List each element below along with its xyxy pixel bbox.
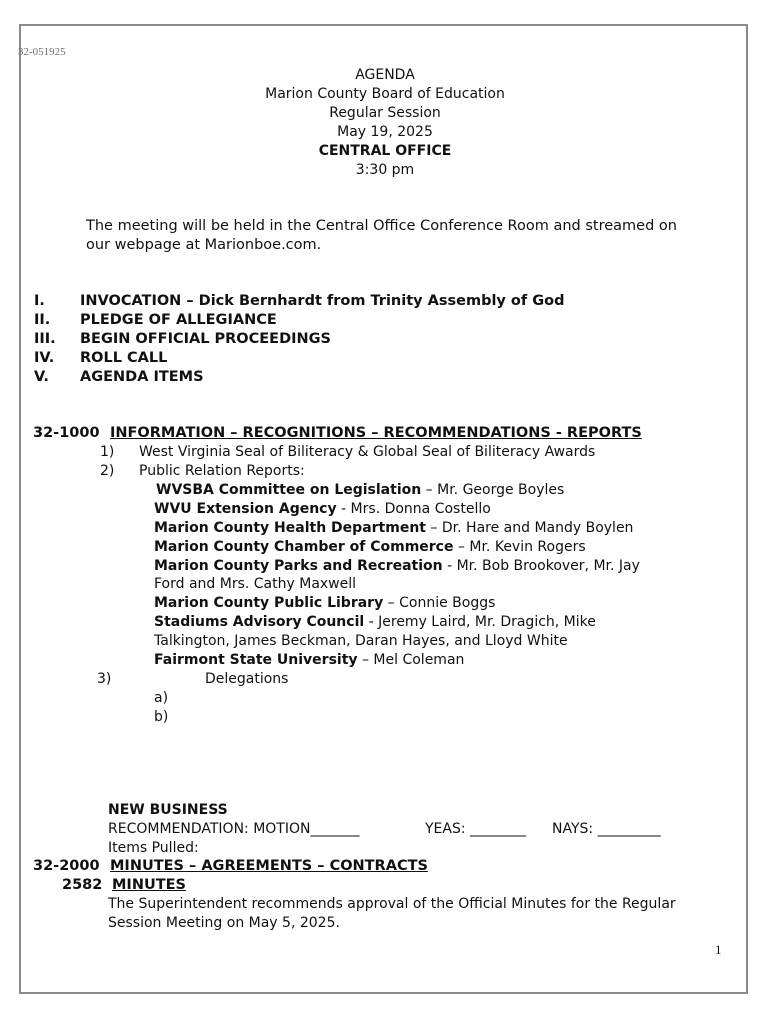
outline-item xyxy=(34,368,204,387)
subsection-title: MINUTES xyxy=(112,877,186,893)
items-pulled-label: Items Pulled: xyxy=(108,840,199,856)
report-org: Marion County Public Library xyxy=(154,595,384,611)
item-number: 3) xyxy=(97,671,112,687)
report-org: Marion County Health Department xyxy=(154,520,426,536)
section-number: 32-1000 xyxy=(33,425,100,441)
report-presenter: - Jeremy Laird, Mr. Dragich, Mike xyxy=(364,614,596,630)
session-type: Regular Session xyxy=(329,105,441,121)
item-number: 1) xyxy=(100,444,115,460)
meeting-time: 3:30 pm xyxy=(355,162,415,178)
item-text: West Virginia Seal of Biliteracy & Global Seal of Biliteracy Awards xyxy=(139,444,596,460)
minutes-text-line-1: The Superintendent recommends approval of the Official Minutes for the Regular xyxy=(108,896,676,912)
agenda-heading: AGENDA xyxy=(355,67,415,83)
report-line xyxy=(154,519,633,538)
report-org: Fairmont State University xyxy=(154,652,358,668)
subsection-number: 2582 xyxy=(62,877,103,893)
item-text: Delegations xyxy=(205,671,289,687)
report-presenter: – Mr. George Boyles xyxy=(421,482,565,498)
meeting-date: May 19, 2025 xyxy=(337,124,433,140)
report-line xyxy=(154,613,596,632)
section-title: INFORMATION – RECOGNITIONS – RECOMMENDATIONS - REPORTS xyxy=(110,425,642,441)
report-presenter: – Mr. Kevin Rogers xyxy=(453,539,586,555)
minutes-text-line-2: Session Meeting on May 5, 2025. xyxy=(108,915,340,931)
report-org: Marion County Chamber of Commerce xyxy=(154,539,454,555)
yeas-label: YEAS: ________ xyxy=(425,821,527,837)
report-line xyxy=(154,538,586,557)
delegation-sub-a: a) xyxy=(154,690,169,706)
outline-number: I. xyxy=(34,293,45,309)
outline-item xyxy=(34,349,167,368)
outline-text: INVOCATION – Dick Bernhardt from Trinity Assembly of God xyxy=(80,293,565,309)
outline-number: II. xyxy=(34,312,51,328)
outline-number: III. xyxy=(34,331,56,347)
nays-label: NAYS: _________ xyxy=(552,821,661,837)
outline-item xyxy=(34,330,331,349)
report-continuation: Ford and Mrs. Cathy Maxwell xyxy=(154,576,357,592)
outline-text: ROLL CALL xyxy=(80,350,168,366)
meeting-location: CENTRAL OFFICE xyxy=(318,143,452,159)
board-name: Marion County Board of Education xyxy=(265,86,505,102)
outline-text: AGENDA ITEMS xyxy=(80,369,204,385)
section-title: MINUTES – AGREEMENTS – CONTRACTS xyxy=(110,858,428,874)
item-text: Public Relation Reports: xyxy=(139,463,305,479)
report-presenter: – Dr. Hare and Mandy Boylen xyxy=(425,520,634,536)
outline-number: V. xyxy=(34,369,49,385)
outline-item xyxy=(34,292,564,311)
report-line xyxy=(154,500,491,519)
report-presenter: - Mr. Bob Brookover, Mr. Jay xyxy=(442,558,640,574)
report-line xyxy=(154,557,640,576)
outline-text: BEGIN OFFICIAL PROCEEDINGS xyxy=(80,331,331,347)
report-org: Marion County Parks and Recreation xyxy=(154,558,443,574)
report-presenter: – Mel Coleman xyxy=(357,652,465,668)
document-id: 32-051925 xyxy=(18,46,66,58)
intro-line-1: The meeting will be held in the Central Office Conference Room and streamed on xyxy=(86,218,677,234)
new-business-heading: NEW BUSINESS xyxy=(108,802,228,818)
intro-line-2: our webpage at Marionboe.com. xyxy=(86,237,322,253)
motion-label: RECOMMENDATION: MOTION_______ xyxy=(108,821,360,837)
report-presenter: – Connie Boggs xyxy=(383,595,496,611)
report-line xyxy=(154,594,495,613)
report-org: WVSBA Committee on Legislation xyxy=(156,482,422,498)
report-org: Stadiums Advisory Council xyxy=(154,614,365,630)
report-continuation: Talkington, James Beckman, Daran Hayes, and Lloyd White xyxy=(154,633,568,649)
outline-text: PLEDGE OF ALLEGIANCE xyxy=(80,312,277,328)
report-line xyxy=(156,481,564,500)
section-number: 32-2000 xyxy=(33,858,100,874)
outline-number: IV. xyxy=(34,350,55,366)
outline-item xyxy=(34,311,277,330)
delegation-sub-b: b) xyxy=(154,709,169,725)
report-org: WVU Extension Agency xyxy=(154,501,337,517)
report-line xyxy=(154,651,464,670)
report-presenter: - Mrs. Donna Costello xyxy=(336,501,491,517)
page-number: 1 xyxy=(715,942,722,957)
item-number: 2) xyxy=(100,463,115,479)
